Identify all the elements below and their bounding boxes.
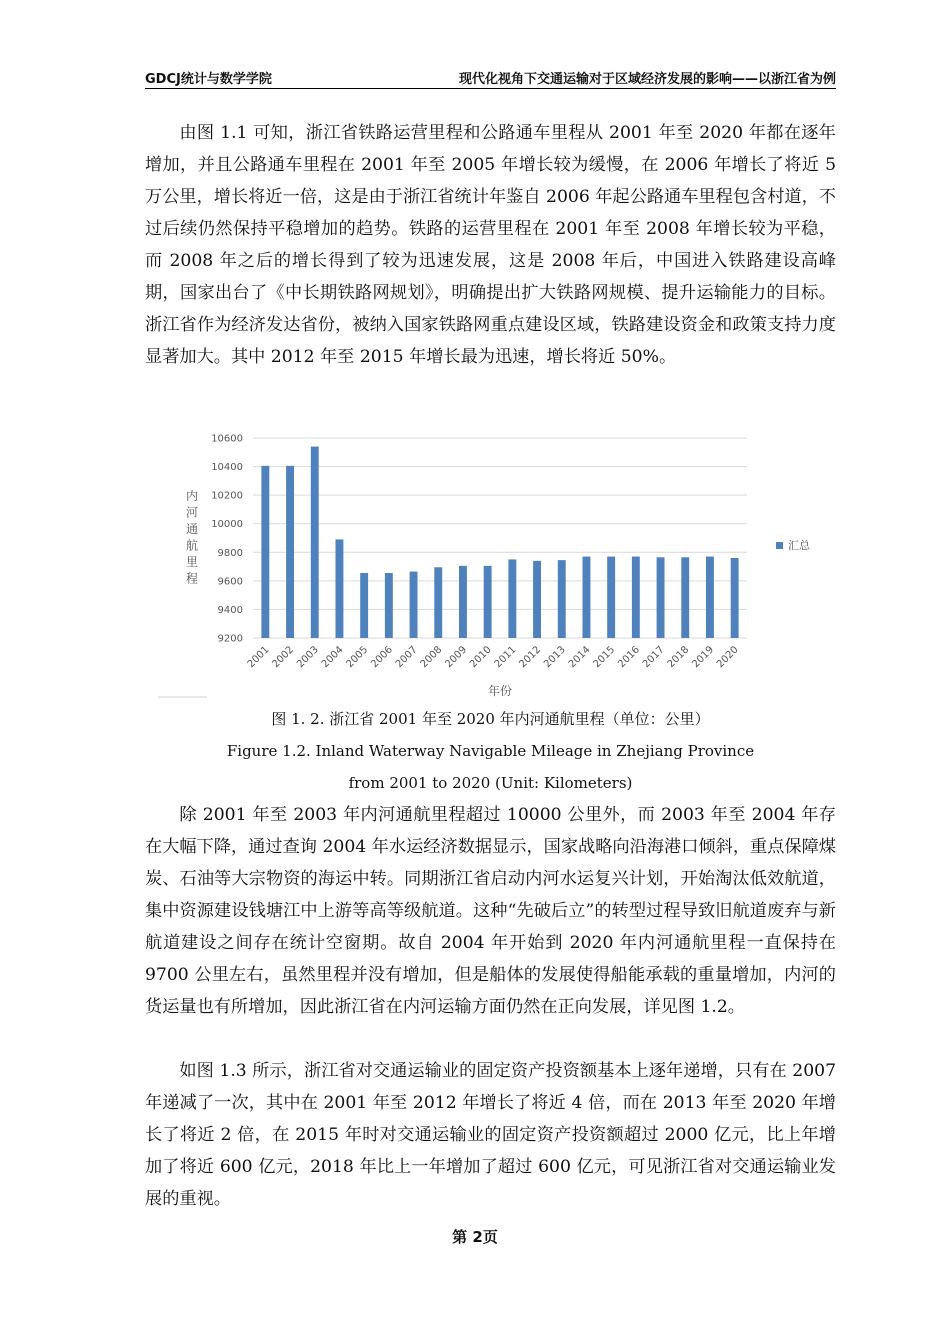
paragraph-3: 如图 1.3 所示，浙江省对交通运输业的固定资产投资额基本上逐年递增，只有在 2007 年递减了一次，其中在 2001 年至 2012 年增长了将近 4 倍，而在 2013 年至 2020 年增长了将近 2 倍，在 2015 年时对交通运输业的固定资产投资额超过 2000 亿元，比上年增加了将近 600 亿元，2018 年比上一年增加了超过 600 亿元，可见浙江省对交通运输业发展的重视。 — [145, 1061, 836, 1209]
page-number: 第 2页 — [452, 1228, 498, 1246]
bar-2012 — [533, 561, 541, 638]
x-tick-label: 2006 — [369, 644, 395, 671]
chart-x-tick-labels — [246, 644, 741, 670]
x-tick-label: 2010 — [467, 644, 494, 671]
bar-2015 — [607, 557, 615, 638]
x-tick-label: 2012 — [517, 644, 544, 671]
paragraph-2: 除 2001 年至 2003 年内河通航里程超过 10000 公里外，而 2003 年至 2004 年存在大幅下降，通过查询 2004 年水运经济数据显示，国家战略向沿海港口倾斜，重点保障煤炭、石油等大宗物资的海运中转。同期浙江省启动内河水运复兴计划，开始淘汰低效航道，集中资源建设钱塘江中上游等高等级航道。这种“先破后立”的转型过程导致旧航道废弃与新航道建设之间存在统计空窗期。故自 2004 年开始到 2020 年内河通航里程一直保持在 9700 公里左右，虽然里程并没有增加，但是船体的发展使得船能承载的重量增加，内河的货运量也有所增加，因此浙江省在内河运输方面仍然在正向发展，详见图 1.2。 — [145, 805, 836, 1017]
header-title: 现代化视角下交通运输对于区域经济发展的影响——以浙江省为例 — [458, 72, 836, 87]
y-axis-label-char: 内 — [185, 489, 199, 503]
y-axis-label-char: 通 — [185, 522, 199, 536]
bar-2010 — [484, 566, 492, 638]
legend-label: 汇总 — [788, 539, 810, 552]
y-axis-label-char: 里 — [185, 555, 199, 569]
x-tick-label: 2019 — [690, 644, 717, 671]
x-tick-label: 2005 — [344, 644, 371, 671]
bar-2016 — [632, 557, 640, 638]
y-tick-label: 9200 — [217, 633, 243, 645]
bar-2017 — [657, 557, 665, 638]
x-tick-label: 2004 — [319, 644, 346, 671]
bar-2006 — [385, 573, 393, 638]
x-tick-label: 2001 — [245, 644, 272, 671]
y-tick-label: 9600 — [217, 576, 243, 588]
bar-2019 — [706, 557, 714, 638]
x-tick-label: 2007 — [393, 644, 420, 671]
chart-y-axis-label — [186, 488, 198, 586]
x-tick-label: 2003 — [295, 644, 321, 671]
x-tick-label: 2015 — [591, 644, 618, 671]
header-rule — [145, 88, 836, 89]
chart-gridlines — [253, 438, 747, 638]
bar-2007 — [410, 572, 418, 638]
x-tick-label: 2002 — [270, 644, 297, 671]
x-tick-label: 2008 — [418, 644, 445, 671]
x-tick-label: 2017 — [640, 644, 667, 671]
x-tick-label: 2018 — [665, 644, 692, 671]
page-header — [145, 66, 836, 88]
bar-2009 — [459, 566, 467, 638]
bar-2004 — [335, 539, 343, 638]
figure-caption-zh: 图 1. 2. 浙江省 2001 年至 2020 年内河通航里程（单位：公里） — [271, 710, 710, 728]
bar-2018 — [681, 557, 689, 638]
y-tick-label: 10400 — [211, 462, 243, 474]
bar-2005 — [360, 573, 368, 638]
bar-2008 — [434, 567, 442, 638]
bar-2003 — [311, 447, 319, 638]
bar-2014 — [582, 557, 590, 638]
bar-2013 — [558, 560, 566, 638]
y-tick-label: 10200 — [211, 490, 243, 502]
x-tick-label: 2013 — [542, 644, 568, 671]
x-tick-label: 2016 — [616, 644, 642, 671]
y-axis-label-char: 程 — [185, 571, 199, 586]
x-tick-label: 2014 — [566, 644, 593, 671]
bar-2020 — [731, 558, 739, 638]
x-tick-label: 2009 — [443, 644, 470, 671]
legend-swatch — [776, 542, 783, 549]
header-school: GDCJ统计与数学学院 — [145, 72, 272, 87]
y-tick-label: 10000 — [211, 519, 243, 531]
figure-caption-en-line1: Figure 1.2. Inland Waterway Navigable Mileage in Zhejiang Province — [226, 742, 755, 760]
bar-2011 — [508, 559, 516, 638]
bar-2001 — [261, 466, 269, 638]
paragraph-1: 由图 1.1 可知，浙江省铁路运营里程和公路通车里程从 2001 年至 2020 年都在逐年增加，并且公路通车里程在 2001 年至 2005 年增长较为缓慢，在 2006 年增长了将近 5 万公里，增长将近一倍，这是由于浙江省统计年鉴自 2006 年起公路通车里程包含村道，不过后续仍然保持平稳增加的趋势。铁路的运营里程在 2001 年至 2008 年增长较为平稳，而 2008 年之后的增长得到了较为迅速发展，这是 2008 年后，中国进入铁路建设高峰期，国家出台了《中长期铁路网规划》，明确提出扩大铁路网规模、提升运输能力的目标。浙江省作为经济发达省份，被纳入国家铁路网重点建设区域，铁路建设资金和政策支持力度显著加大。其中 2012 年至 2015 年增长最为迅速，增长将近 50%。 — [145, 123, 836, 367]
y-tick-label: 9400 — [217, 604, 243, 616]
figure-caption-en-line2: from 2001 to 2020 (Unit: Kilometers) — [348, 774, 633, 792]
chart-x-axis-label: 年份 — [487, 684, 513, 698]
x-tick-label: 2011 — [492, 644, 519, 671]
inland-waterway-bar-chart — [155, 420, 815, 705]
bar-2002 — [286, 466, 294, 638]
chart-y-tick-labels — [211, 434, 243, 645]
y-tick-label: 9800 — [217, 547, 243, 559]
y-axis-label-char: 航 — [185, 538, 199, 553]
x-tick-label: 2020 — [714, 644, 741, 671]
y-axis-label-char: 河 — [185, 505, 199, 520]
y-tick-label: 10600 — [211, 433, 243, 445]
